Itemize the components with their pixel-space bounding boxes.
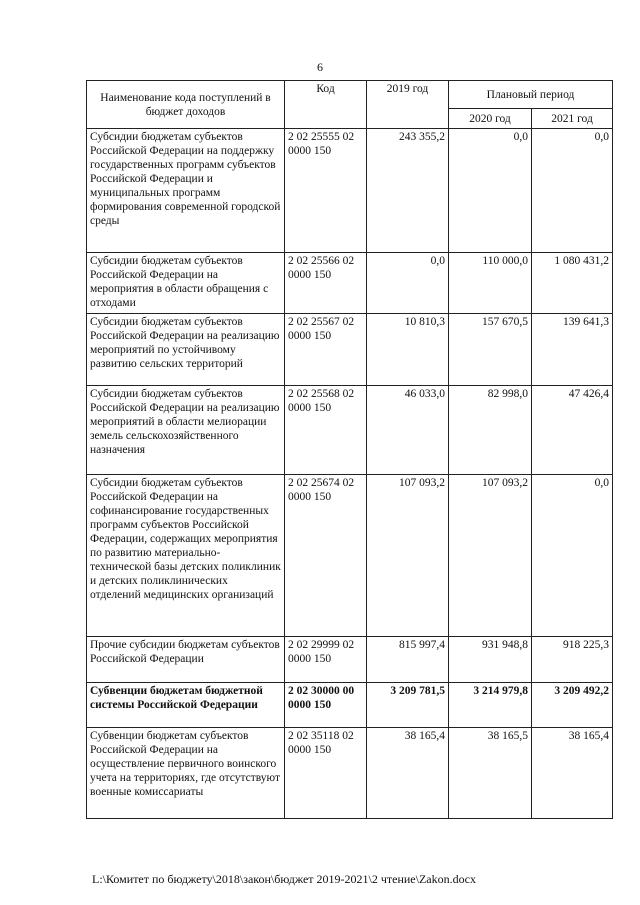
row-value-2020: 0,0 [449, 129, 532, 253]
row-value-2020: 38 165,5 [449, 728, 532, 819]
table-row [87, 637, 613, 683]
row-value-2021: 918 225,3 [532, 637, 613, 683]
row-code: 2 02 25567 02 0000 150 [285, 314, 367, 386]
row-value-2021: 47 426,4 [532, 386, 613, 475]
row-value-2019: 10 810,3 [367, 314, 449, 386]
row-value-2020: 3 214 979,8 [449, 683, 532, 728]
row-code: 2 02 29999 02 0000 150 [285, 637, 367, 683]
row-code: 2 02 25566 02 0000 150 [285, 253, 367, 314]
table-row [87, 683, 613, 728]
row-value-2020: 82 998,0 [449, 386, 532, 475]
file-path-footer: L:\Комитет по бюджету\2018\закон\бюджет 2019-2021\2 чтение\Zakon.docx [92, 872, 476, 886]
row-name: Субсидии бюджетам субъектов Российской Федерации на мероприятия в области обращения с отходами [87, 253, 285, 314]
row-value-2020: 107 093,2 [449, 475, 532, 637]
row-name: Субсидии бюджетам субъектов Российской Федерации на реализацию мероприятий по устойчивому развитию сельских территорий [87, 314, 285, 386]
row-value-2019: 243 355,2 [367, 129, 449, 253]
row-name: Субвенции бюджетам субъектов Российской Федерации на осуществление первичного воинского учета на территориях, где отсутствуют военные комиссариаты [87, 728, 285, 819]
header-code: Код [285, 81, 367, 129]
row-name: Субсидии бюджетам субъектов Российской Федерации на реализацию мероприятий в области мелиорации земель сельскохозяйственного назначения [87, 386, 285, 475]
header-planned-period: Плановый период [449, 81, 613, 109]
row-value-2021: 38 165,4 [532, 728, 613, 819]
revenue-table [86, 80, 613, 819]
row-value-2021: 1 080 431,2 [532, 253, 613, 314]
row-code: 2 02 25555 02 0000 150 [285, 129, 367, 253]
row-value-2019: 815 997,4 [367, 637, 449, 683]
row-value-2020: 110 000,0 [449, 253, 532, 314]
row-value-2019: 38 165,4 [367, 728, 449, 819]
row-value-2019: 107 093,2 [367, 475, 449, 637]
row-code: 2 02 25674 02 0000 150 [285, 475, 367, 637]
row-value-2021: 0,0 [532, 129, 613, 253]
row-value-2019: 3 209 781,5 [367, 683, 449, 728]
header-2019: 2019 год [367, 81, 449, 129]
row-name: Субсидии бюджетам субъектов Российской Федерации на поддержку государственных программ субъектов Российской Федерации и муниципальных программ формирования современной городской среды [87, 129, 285, 253]
table-row [87, 314, 613, 386]
row-code: 2 02 35118 02 0000 150 [285, 728, 367, 819]
table-row [87, 253, 613, 314]
row-name: Субсидии бюджетам субъектов Российской Федерации на софинансирование государственных программ субъектов Российской Федерации, содержащих мероприятия по развитию материально-технической базы детских поликлиник и детских поликлинических отделений медицинских организаций [87, 475, 285, 637]
table-row [87, 129, 613, 253]
page-number: 6 [317, 60, 323, 74]
table-row [87, 475, 613, 637]
header-2021: 2021 год [532, 109, 613, 129]
table-row [87, 728, 613, 819]
row-name: Субвенции бюджетам бюджетной системы Российской Федерации [87, 683, 285, 728]
header-name: Наименование кода поступлений в бюджет доходов [87, 81, 285, 129]
table-row [87, 386, 613, 475]
row-code: 2 02 30000 00 0000 150 [285, 683, 367, 728]
row-value-2019: 0,0 [367, 253, 449, 314]
row-value-2019: 46 033,0 [367, 386, 449, 475]
row-code: 2 02 25568 02 0000 150 [285, 386, 367, 475]
row-value-2020: 157 670,5 [449, 314, 532, 386]
row-value-2020: 931 948,8 [449, 637, 532, 683]
row-value-2021: 139 641,3 [532, 314, 613, 386]
row-value-2021: 3 209 492,2 [532, 683, 613, 728]
header-2020: 2020 год [449, 109, 532, 129]
row-value-2021: 0,0 [532, 475, 613, 637]
row-name: Прочие субсидии бюджетам субъектов Российской Федерации [87, 637, 285, 683]
